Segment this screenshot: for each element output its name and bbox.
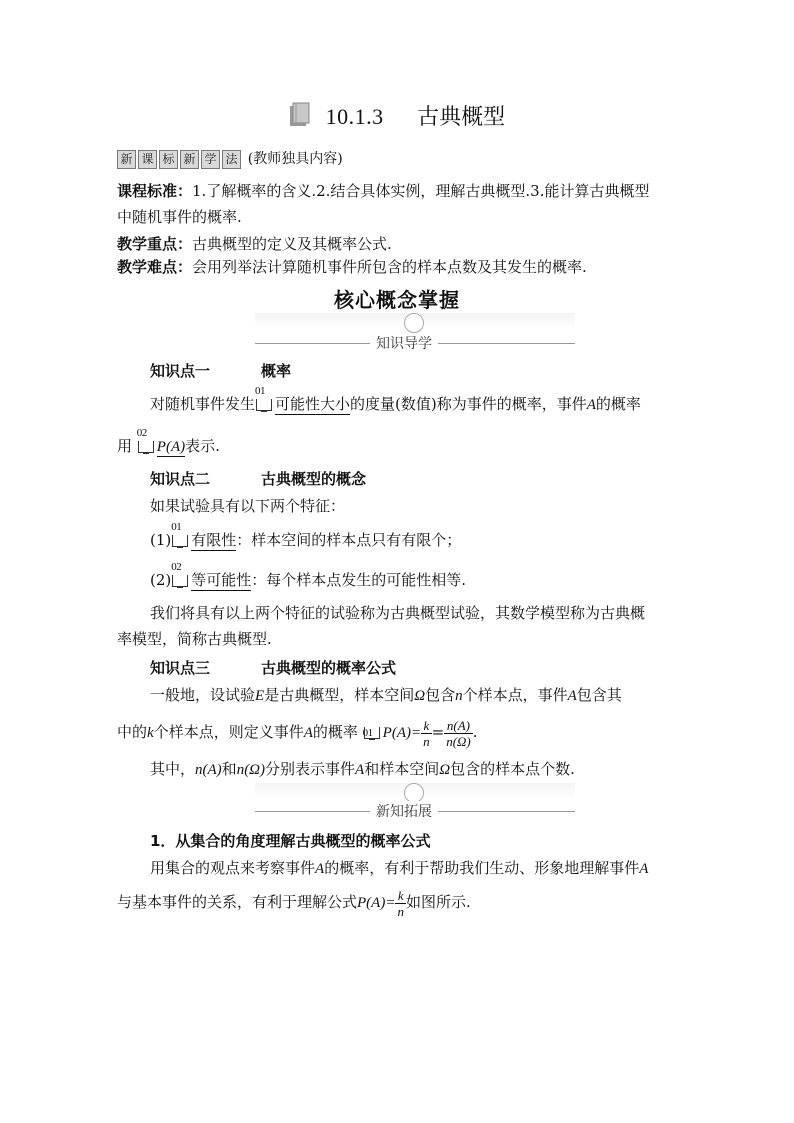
- difficulty-text: 会用列举法计算随机事件所包含的样本点数及其发生的概率.: [192, 258, 587, 276]
- focus-label: 教学重点：: [117, 235, 193, 253]
- badge-row: [117, 148, 343, 169]
- frac-numerator: k: [421, 718, 432, 734]
- book-icon: [289, 102, 311, 128]
- k3-text: 分别表示事件: [265, 760, 356, 778]
- frac-numerator: n(A): [444, 718, 473, 734]
- standard-text: 1.了解概率的含义.2.结合具体实例，理解古典概型.3.能计算古典概型: [192, 182, 650, 200]
- k2-item2: [150, 561, 467, 590]
- ext-text: 如图所示.: [405, 893, 471, 911]
- answer-text: 可能性大小: [275, 395, 351, 413]
- k2-label: 知识点二: [150, 470, 211, 488]
- k3-text: 是古典概型，样本空间: [264, 686, 415, 704]
- item-number: (2): [150, 571, 172, 589]
- var-omega: Ω: [414, 688, 426, 704]
- var-E: E: [255, 688, 265, 704]
- k1-label: 知识点一: [150, 362, 211, 380]
- k3-text: 其中，: [150, 760, 196, 778]
- badge-char: 新: [117, 150, 136, 169]
- ext-heading: 1．从集合的角度理解古典概型的概率公式: [150, 832, 431, 850]
- k3-text: 包含的样本点个数.: [450, 760, 575, 778]
- k3-line1: [150, 684, 622, 705]
- page-title: [0, 100, 794, 131]
- marker-number: 02: [171, 561, 182, 573]
- answer-text: 有限性: [191, 531, 237, 549]
- marker-number: 02: [136, 427, 147, 439]
- divider-label: 知识导学: [370, 333, 438, 353]
- answer-marker: [171, 561, 189, 587]
- k1-text: 表示.: [185, 437, 220, 455]
- standard-label: 课程标准：: [117, 182, 193, 200]
- k3-line3: [150, 758, 575, 779]
- k2-intro: 如果试验具有以下两个特征：: [150, 497, 346, 515]
- formula-lhs: P(A)=: [357, 895, 396, 911]
- var-n: n: [455, 688, 463, 704]
- k3-text: 和: [221, 760, 237, 778]
- answer-marker: [255, 385, 273, 411]
- frac-denominator: n(Ω): [446, 733, 471, 749]
- answer-text: P(A): [156, 439, 186, 455]
- marker-number: 01: [362, 727, 373, 739]
- var-A: A: [586, 397, 596, 413]
- formula-lhs: P(A)=: [382, 725, 422, 741]
- k3-text: 和样本空间: [364, 760, 440, 778]
- badge-char: 课: [138, 150, 157, 169]
- frac-numerator: k: [395, 888, 406, 904]
- badge-char: 学: [201, 150, 220, 169]
- title-text: 古典概型: [417, 105, 506, 130]
- var-A: A: [355, 762, 365, 778]
- badge-note: (教师独具内容): [247, 151, 343, 167]
- k3-text: 中的: [117, 723, 148, 741]
- k3-text: 一般地，设试验: [150, 686, 256, 704]
- answer-marker: [171, 521, 189, 547]
- ext-line2: [117, 882, 471, 922]
- k3-label: 知识点三: [150, 659, 211, 677]
- k3-text: 包含: [425, 686, 456, 704]
- var-nA: n(A): [195, 762, 222, 778]
- k3-text: 个样本点，事件: [462, 686, 568, 704]
- k2-title: 古典概型的概念: [261, 470, 367, 488]
- k3-text: 包含其: [576, 686, 622, 704]
- var-A: A: [303, 725, 313, 741]
- ext-text: 的概率，有利于帮助我们生动、形象地理解事件: [324, 859, 640, 877]
- circle-icon: [404, 783, 424, 803]
- k2-para-line1: 我们将具有以上两个特征的试验称为古典概型试验，其数学模型称为古典概: [150, 604, 646, 622]
- teaching-focus: [117, 233, 392, 254]
- k1-text: 用: [117, 437, 133, 455]
- marker-number: 01: [171, 521, 182, 533]
- k2-para-line2: 率模型，简称古典概型.: [117, 630, 272, 648]
- k1-line2: [117, 427, 220, 456]
- badge-char: 标: [159, 150, 178, 169]
- var-k: k: [147, 725, 154, 741]
- focus-text: 古典概型的定义及其概率公式.: [192, 235, 392, 253]
- answer-text: 等可能性: [191, 571, 252, 589]
- k2-item1: [150, 521, 462, 550]
- ext-text: 用集合的观点来考察事件: [150, 859, 316, 877]
- var-nOmega: n(Ω): [236, 762, 266, 778]
- answer-marker: [136, 427, 155, 453]
- marker-number: 01: [255, 385, 266, 397]
- var-A: A: [567, 688, 577, 704]
- k3-text: 的概率: [312, 723, 358, 741]
- k3-title: 古典概型的概率公式: [261, 659, 397, 677]
- var-omega: Ω: [439, 762, 451, 778]
- ext-text: 与基本事件的关系，有利于理解公式: [117, 893, 358, 911]
- item-text: ：每个样本点发生的可能性相等.: [251, 571, 467, 589]
- fraction-nA-nOmega: [444, 718, 473, 749]
- answer-marker: [363, 723, 381, 739]
- frac-denominator: n: [423, 733, 430, 749]
- k1-text: 的度量(数值)称为事件的概率，事件: [350, 395, 587, 413]
- circle-icon: [404, 313, 424, 333]
- difficulty-label: 教学难点：: [117, 258, 193, 276]
- k1-text: 对随机事件发生: [150, 395, 256, 413]
- equals-sign: =: [431, 723, 445, 741]
- k3-text: 个样本点，则定义事件: [153, 723, 304, 741]
- section-heading: 核心概念掌握: [334, 288, 460, 312]
- badge-char: 法: [222, 150, 241, 169]
- var-A: A: [639, 861, 649, 877]
- title-number: 10.1.3: [325, 104, 384, 129]
- item-number: (1): [150, 531, 172, 549]
- k3-line2: [117, 712, 478, 752]
- frac-denominator: n: [397, 903, 404, 919]
- k1-line1: [150, 385, 641, 414]
- divider-label: 新知拓展: [370, 801, 438, 821]
- teaching-difficulty: [117, 256, 587, 277]
- period: .: [472, 723, 478, 741]
- fraction-k-n: [395, 888, 406, 919]
- k1-text: 的概率: [595, 395, 641, 413]
- var-A: A: [315, 861, 325, 877]
- course-standard: [117, 180, 650, 201]
- standard-text-line2: 中随机事件的概率.: [117, 208, 242, 226]
- fraction-k-n: [421, 718, 432, 749]
- ext-line1: [150, 857, 648, 878]
- k1-title: 概率: [261, 362, 292, 380]
- item-text: ：样本空间的样本点只有有限个；: [236, 531, 462, 549]
- badge-char: 新: [180, 150, 199, 169]
